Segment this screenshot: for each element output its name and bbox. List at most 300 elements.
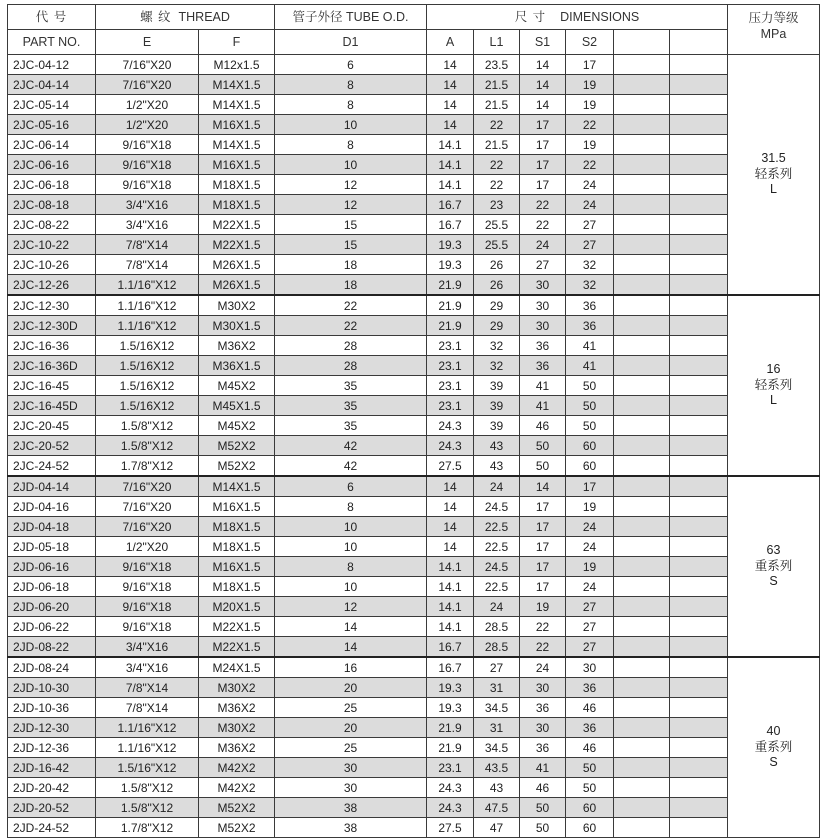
dim-s1-cell: 17 — [520, 517, 566, 537]
blank-cell — [670, 678, 728, 698]
part-no-cell: 2JC-04-12 — [8, 55, 96, 75]
dim-l1-cell: 31 — [474, 718, 520, 738]
dim-s2-cell: 41 — [566, 336, 614, 356]
dim-l1-cell: 29 — [474, 295, 520, 316]
part-no-cell: 2JD-06-16 — [8, 557, 96, 577]
table-row — [8, 778, 820, 798]
dim-a-cell: 14 — [427, 115, 474, 135]
thread-f-cell: M18X1.5 — [199, 537, 275, 557]
thread-e-cell: 1.5/8"X12 — [96, 416, 199, 436]
blank-cell — [614, 275, 670, 296]
blank-cell — [614, 597, 670, 617]
thread-f-cell: M24X1.5 — [199, 657, 275, 678]
thread-e-cell: 1.5/16X12 — [96, 376, 199, 396]
table-row — [8, 517, 820, 537]
series-code: L — [770, 393, 777, 408]
blank-cell — [670, 376, 728, 396]
blank-header-1 — [614, 30, 670, 55]
table-row — [8, 356, 820, 376]
dim-a-cell: 14 — [427, 75, 474, 95]
part-no-cell: 2JD-04-18 — [8, 517, 96, 537]
thread-e-cell: 3/4"X16 — [96, 195, 199, 215]
part-no-cell: 2JD-10-30 — [8, 678, 96, 698]
thread-e-cell: 1/2"X20 — [96, 95, 199, 115]
thread-f-cell: M45X2 — [199, 416, 275, 436]
dim-l1-cell: 25.5 — [474, 235, 520, 255]
dim-s1-cell: 17 — [520, 537, 566, 557]
dim-s1-cell: 30 — [520, 678, 566, 698]
blank-cell — [670, 657, 728, 678]
thread-f-cell: M26X1.5 — [199, 275, 275, 296]
blank-cell — [670, 416, 728, 436]
blank-cell — [614, 456, 670, 477]
thread-header: 螺 纹 THREAD — [96, 5, 275, 30]
series-name-zh: 重系列 — [754, 558, 793, 573]
thread-e-cell: 1/2"X20 — [96, 537, 199, 557]
blank-cell — [670, 637, 728, 658]
table-row — [8, 195, 820, 215]
part-no-cell: 2JC-06-18 — [8, 175, 96, 195]
blank-cell — [614, 255, 670, 275]
thread-f-cell: M18X1.5 — [199, 517, 275, 537]
dim-s1-cell: 17 — [520, 175, 566, 195]
blank-cell — [670, 497, 728, 517]
dim-a-cell: 14.1 — [427, 135, 474, 155]
dim-s2-cell: 36 — [566, 295, 614, 316]
thread-f-cell: M22X1.5 — [199, 637, 275, 658]
dim-s1-cell: 41 — [520, 376, 566, 396]
dim-l1-cell: 43 — [474, 778, 520, 798]
dim-l1-cell: 21.5 — [474, 135, 520, 155]
thread-e-cell: 3/4"X16 — [96, 637, 199, 658]
part-no-cell: 2JD-08-24 — [8, 657, 96, 678]
thread-e-cell: 1.7/8"X12 — [96, 456, 199, 477]
table-row — [8, 115, 820, 135]
table-row — [8, 336, 820, 356]
table-row — [8, 698, 820, 718]
dim-a-cell: 19.3 — [427, 698, 474, 718]
tube-d1-cell: 35 — [275, 376, 427, 396]
tube-d1-cell: 38 — [275, 798, 427, 818]
blank-cell — [670, 617, 728, 637]
thread-e-cell: 9/16"X18 — [96, 577, 199, 597]
dim-s1-cell: 36 — [520, 698, 566, 718]
part-no-cell: 2JC-04-14 — [8, 75, 96, 95]
dim-s1-cell: 27 — [520, 255, 566, 275]
blank-cell — [614, 698, 670, 718]
tube-d1-cell: 18 — [275, 255, 427, 275]
dim-l1-cell: 31 — [474, 678, 520, 698]
dim-s1-cell: 17 — [520, 577, 566, 597]
blank-cell — [670, 557, 728, 577]
dim-s1-cell: 17 — [520, 497, 566, 517]
tube-d1-cell: 30 — [275, 778, 427, 798]
blank-cell — [670, 597, 728, 617]
dim-s2-cell: 60 — [566, 818, 614, 838]
part-no-cell: 2JD-06-22 — [8, 617, 96, 637]
part-no-cell: 2JC-20-52 — [8, 436, 96, 456]
blank-cell — [670, 798, 728, 818]
thread-e-cell: 7/8"X14 — [96, 678, 199, 698]
dim-l1-cell: 22 — [474, 115, 520, 135]
tube-d1-cell: 14 — [275, 637, 427, 658]
tube-d1-cell: 18 — [275, 275, 427, 296]
dim-s1-cell: 14 — [520, 476, 566, 497]
tube-d1-cell: 12 — [275, 195, 427, 215]
thread-f-cell: M52X2 — [199, 456, 275, 477]
tube-d1-cell: 10 — [275, 115, 427, 135]
part-no-cell: 2JD-20-52 — [8, 798, 96, 818]
part-no-cell: 2JC-06-16 — [8, 155, 96, 175]
thread-e-cell: 1.5/16X12 — [96, 336, 199, 356]
thread-e-cell: 1.5/16"X12 — [96, 758, 199, 778]
thread-f-cell: M18X1.5 — [199, 577, 275, 597]
dim-a-cell: 16.7 — [427, 195, 474, 215]
table-row — [8, 577, 820, 597]
part-no-cell: 2JC-06-14 — [8, 135, 96, 155]
thread-e-cell: 7/16"X20 — [96, 75, 199, 95]
tube-d1-cell: 20 — [275, 718, 427, 738]
blank-cell — [614, 577, 670, 597]
part-no-cell: 2JC-16-36 — [8, 336, 96, 356]
dim-l1-cell: 39 — [474, 376, 520, 396]
dim-s2-cell: 17 — [566, 55, 614, 75]
tube-d1-cell: 20 — [275, 678, 427, 698]
blank-cell — [614, 758, 670, 778]
pressure-value: 40 — [766, 724, 781, 739]
blank-cell — [614, 356, 670, 376]
table-row — [8, 316, 820, 336]
dim-l1-cell: 43.5 — [474, 758, 520, 778]
dim-l1-cell: 29 — [474, 316, 520, 336]
blank-cell — [670, 235, 728, 255]
thread-e-cell: 9/16"X18 — [96, 175, 199, 195]
part-no-cell: 2JC-05-16 — [8, 115, 96, 135]
thread-f-cell: M30X1.5 — [199, 316, 275, 336]
blank-cell — [614, 517, 670, 537]
dim-l1-cell: 24 — [474, 597, 520, 617]
blank-cell — [670, 758, 728, 778]
part-no-cell: 2JD-10-36 — [8, 698, 96, 718]
thread-f-cell: M22X1.5 — [199, 617, 275, 637]
tube-d1-cell: 8 — [275, 95, 427, 115]
dim-l1-cell: 23 — [474, 195, 520, 215]
table-row — [8, 738, 820, 758]
blank-cell — [670, 135, 728, 155]
col-a-header: A — [427, 30, 474, 55]
dim-s1-cell: 41 — [520, 396, 566, 416]
series-name-zh: 重系列 — [754, 739, 793, 754]
dim-s1-cell: 17 — [520, 115, 566, 135]
thread-e-cell: 9/16"X18 — [96, 557, 199, 577]
blank-cell — [670, 476, 728, 497]
thread-e-cell: 9/16"X18 — [96, 597, 199, 617]
blank-cell — [614, 678, 670, 698]
table-row — [8, 215, 820, 235]
dim-a-cell: 14 — [427, 537, 474, 557]
dim-a-cell: 14.1 — [427, 175, 474, 195]
spec-table-wrapper — [7, 4, 820, 838]
part-no-cell: 2JC-16-36D — [8, 356, 96, 376]
part-no-cell: 2JD-06-18 — [8, 577, 96, 597]
table-row — [8, 497, 820, 517]
blank-cell — [670, 115, 728, 135]
dim-a-cell: 14 — [427, 517, 474, 537]
dim-a-cell: 24.3 — [427, 798, 474, 818]
dim-l1-cell: 34.5 — [474, 698, 520, 718]
thread-f-cell: M20X1.5 — [199, 597, 275, 617]
dim-s1-cell: 14 — [520, 95, 566, 115]
dim-s1-cell: 24 — [520, 657, 566, 678]
blank-cell — [614, 738, 670, 758]
dim-l1-cell: 39 — [474, 416, 520, 436]
thread-f-cell: M18X1.5 — [199, 195, 275, 215]
dim-s2-cell: 19 — [566, 75, 614, 95]
dim-a-cell: 14 — [427, 55, 474, 75]
tube-d1-cell: 8 — [275, 135, 427, 155]
table-row — [8, 657, 820, 678]
thread-f-cell: M36X1.5 — [199, 356, 275, 376]
dim-s1-cell: 41 — [520, 758, 566, 778]
tube-d1-cell: 42 — [275, 436, 427, 456]
tube-d1-cell: 6 — [275, 476, 427, 497]
part-code-zh-header: 代 号 — [8, 5, 96, 30]
table-row — [8, 617, 820, 637]
dim-a-cell: 16.7 — [427, 657, 474, 678]
thread-f-cell: M14X1.5 — [199, 95, 275, 115]
blank-cell — [670, 295, 728, 316]
pressure-class-cell — [728, 295, 820, 476]
tube-d1-cell: 8 — [275, 75, 427, 95]
thread-e-cell: 7/16"X20 — [96, 517, 199, 537]
dim-s1-cell: 14 — [520, 55, 566, 75]
dim-l1-cell: 32 — [474, 336, 520, 356]
series-code: L — [770, 182, 777, 197]
thread-f-cell: M45X2 — [199, 376, 275, 396]
dim-s1-cell: 22 — [520, 637, 566, 658]
blank-cell — [614, 115, 670, 135]
tube-d1-cell: 14 — [275, 617, 427, 637]
dim-s1-cell: 36 — [520, 356, 566, 376]
dim-s2-cell: 46 — [566, 738, 614, 758]
blank-cell — [670, 577, 728, 597]
blank-cell — [670, 778, 728, 798]
dim-l1-cell: 25.5 — [474, 215, 520, 235]
thread-f-cell: M18X1.5 — [199, 175, 275, 195]
thread-f-cell: M14X1.5 — [199, 135, 275, 155]
blank-cell — [614, 316, 670, 336]
blank-cell — [614, 416, 670, 436]
table-row — [8, 537, 820, 557]
blank-cell — [614, 537, 670, 557]
blank-cell — [614, 657, 670, 678]
thread-e-cell: 1/2"X20 — [96, 115, 199, 135]
thread-e-cell: 1.5/8"X12 — [96, 778, 199, 798]
blank-header-2 — [670, 30, 728, 55]
part-no-cell: 2JD-16-42 — [8, 758, 96, 778]
dim-s2-cell: 27 — [566, 215, 614, 235]
blank-cell — [670, 316, 728, 336]
dim-l1-cell: 47 — [474, 818, 520, 838]
col-d1-header: D1 — [275, 30, 427, 55]
tube-d1-cell: 8 — [275, 557, 427, 577]
blank-cell — [614, 476, 670, 497]
blank-cell — [614, 135, 670, 155]
thread-e-cell: 7/8"X14 — [96, 698, 199, 718]
table-row — [8, 718, 820, 738]
thread-e-cell: 1.5/16X12 — [96, 356, 199, 376]
thread-e-cell: 1.5/8"X12 — [96, 798, 199, 818]
dim-a-cell: 14 — [427, 476, 474, 497]
table-row — [8, 416, 820, 436]
blank-cell — [670, 55, 728, 75]
thread-e-cell: 7/8"X14 — [96, 255, 199, 275]
part-no-cell: 2JC-08-22 — [8, 215, 96, 235]
dim-s2-cell: 19 — [566, 95, 614, 115]
blank-cell — [614, 497, 670, 517]
dim-a-cell: 21.9 — [427, 718, 474, 738]
blank-cell — [614, 718, 670, 738]
thread-f-cell: M52X2 — [199, 818, 275, 838]
part-no-cell: 2JD-24-52 — [8, 818, 96, 838]
table-row — [8, 55, 820, 75]
table-row — [8, 235, 820, 255]
thread-e-cell: 9/16"X18 — [96, 155, 199, 175]
table-row — [8, 456, 820, 477]
dim-a-cell: 21.9 — [427, 316, 474, 336]
tube-d1-cell: 6 — [275, 55, 427, 75]
tube-d1-cell: 42 — [275, 456, 427, 477]
dim-s2-cell: 22 — [566, 115, 614, 135]
part-no-cell: 2JD-04-16 — [8, 497, 96, 517]
tube-d1-cell: 15 — [275, 215, 427, 235]
blank-cell — [670, 215, 728, 235]
col-s2-header: S2 — [566, 30, 614, 55]
table-row — [8, 255, 820, 275]
thread-e-cell: 7/16"X20 — [96, 55, 199, 75]
dim-a-cell: 19.3 — [427, 235, 474, 255]
blank-cell — [614, 557, 670, 577]
tube-d1-cell: 25 — [275, 738, 427, 758]
blank-cell — [670, 698, 728, 718]
blank-cell — [614, 617, 670, 637]
thread-e-cell: 1.7/8"X12 — [96, 818, 199, 838]
dim-s2-cell: 50 — [566, 778, 614, 798]
dim-s1-cell: 50 — [520, 456, 566, 477]
blank-cell — [614, 436, 670, 456]
dim-s2-cell: 24 — [566, 195, 614, 215]
dim-s1-cell: 22 — [520, 215, 566, 235]
part-no-cell: 2JC-24-52 — [8, 456, 96, 477]
dim-a-cell: 16.7 — [427, 215, 474, 235]
header-row-top — [8, 5, 820, 30]
dim-l1-cell: 47.5 — [474, 798, 520, 818]
dim-l1-cell: 21.5 — [474, 95, 520, 115]
thread-e-cell: 1.1/16"X12 — [96, 718, 199, 738]
part-no-cell: 2JD-05-18 — [8, 537, 96, 557]
thread-e-cell: 7/8"X14 — [96, 235, 199, 255]
thread-f-cell: M45X1.5 — [199, 396, 275, 416]
dim-s2-cell: 24 — [566, 517, 614, 537]
blank-cell — [670, 456, 728, 477]
dim-a-cell: 23.1 — [427, 356, 474, 376]
col-f-header: F — [199, 30, 275, 55]
blank-cell — [614, 235, 670, 255]
dim-s1-cell: 17 — [520, 557, 566, 577]
thread-f-cell: M30X2 — [199, 295, 275, 316]
dim-s1-cell: 36 — [520, 336, 566, 356]
dim-a-cell: 27.5 — [427, 818, 474, 838]
tube-d1-cell: 10 — [275, 155, 427, 175]
dim-s2-cell: 27 — [566, 597, 614, 617]
dim-s1-cell: 50 — [520, 436, 566, 456]
part-no-cell: 2JD-06-20 — [8, 597, 96, 617]
part-no-cell: 2JC-08-18 — [8, 195, 96, 215]
part-no-cell: 2JC-12-30D — [8, 316, 96, 336]
dim-s1-cell: 30 — [520, 275, 566, 296]
dim-l1-cell: 24.5 — [474, 557, 520, 577]
thread-f-cell: M16X1.5 — [199, 155, 275, 175]
dim-s1-cell: 17 — [520, 135, 566, 155]
dim-s2-cell: 50 — [566, 416, 614, 436]
table-row — [8, 275, 820, 296]
dim-s2-cell: 46 — [566, 698, 614, 718]
tube-d1-cell: 12 — [275, 597, 427, 617]
thread-f-cell: M52X2 — [199, 798, 275, 818]
dim-a-cell: 24.3 — [427, 778, 474, 798]
part-no-cell: 2JD-04-14 — [8, 476, 96, 497]
dim-s1-cell: 22 — [520, 195, 566, 215]
blank-cell — [614, 376, 670, 396]
dim-l1-cell: 22 — [474, 155, 520, 175]
dim-s2-cell: 27 — [566, 617, 614, 637]
part-no-cell: 2JC-12-26 — [8, 275, 96, 296]
blank-cell — [670, 738, 728, 758]
table-row — [8, 396, 820, 416]
dim-a-cell: 23.1 — [427, 376, 474, 396]
dim-l1-cell: 27 — [474, 657, 520, 678]
thread-f-cell: M16X1.5 — [199, 497, 275, 517]
dim-s2-cell: 24 — [566, 537, 614, 557]
dim-a-cell: 14.1 — [427, 155, 474, 175]
dim-a-cell: 27.5 — [427, 456, 474, 477]
series-name-zh: 轻系列 — [754, 377, 793, 392]
part-no-cell: 2JC-16-45D — [8, 396, 96, 416]
table-row — [8, 135, 820, 155]
series-name-zh: 轻系列 — [754, 166, 793, 181]
dim-s2-cell: 60 — [566, 798, 614, 818]
dim-s2-cell: 30 — [566, 657, 614, 678]
dim-a-cell: 14 — [427, 497, 474, 517]
table-row — [8, 295, 820, 316]
dim-a-cell: 23.1 — [427, 396, 474, 416]
table-row — [8, 798, 820, 818]
pressure-value: 31.5 — [761, 151, 786, 166]
tube-d1-cell: 10 — [275, 517, 427, 537]
dim-s2-cell: 36 — [566, 678, 614, 698]
thread-e-cell: 7/16"X20 — [96, 497, 199, 517]
dim-s1-cell: 46 — [520, 778, 566, 798]
blank-cell — [614, 175, 670, 195]
blank-cell — [670, 255, 728, 275]
thread-f-cell: M14X1.5 — [199, 476, 275, 497]
part-no-cell: 2JC-05-14 — [8, 95, 96, 115]
dim-l1-cell: 34.5 — [474, 738, 520, 758]
part-no-cell: 2JC-12-30 — [8, 295, 96, 316]
blank-cell — [670, 75, 728, 95]
tube-d1-cell: 28 — [275, 336, 427, 356]
part-no-cell: 2JD-08-22 — [8, 637, 96, 658]
